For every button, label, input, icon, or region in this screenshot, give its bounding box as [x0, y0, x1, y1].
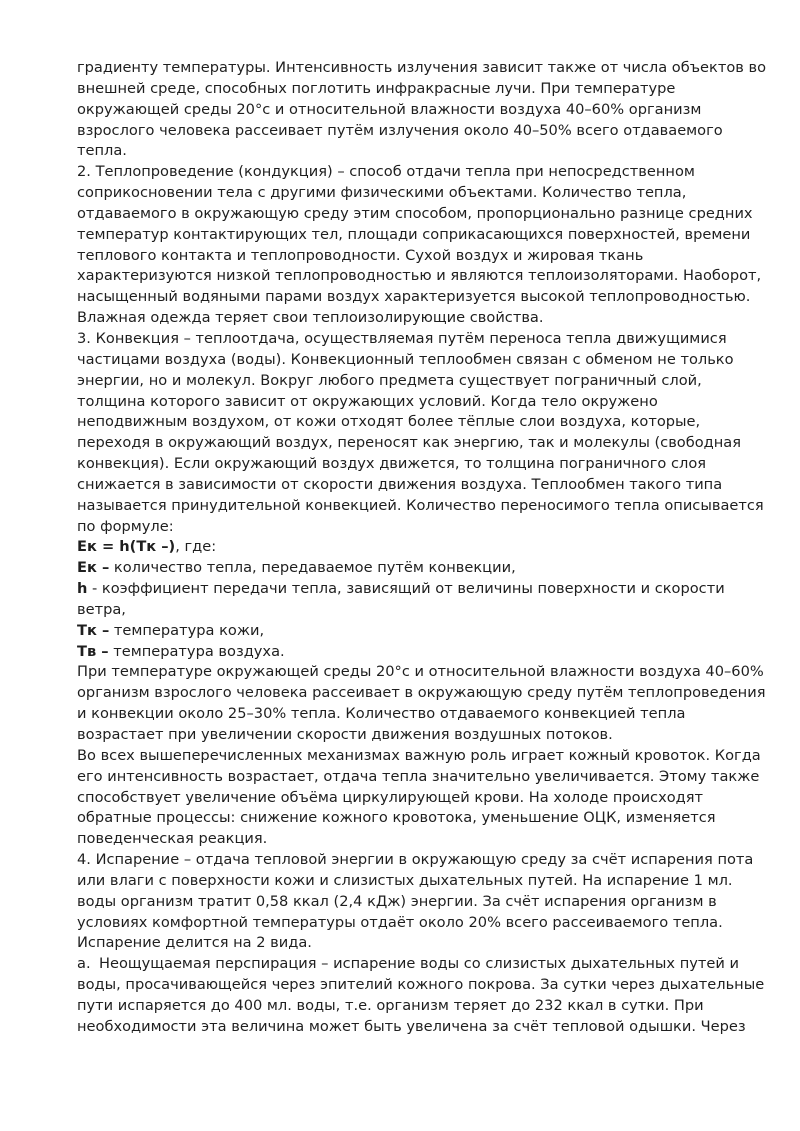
formula-desc: количество тепла, передаваемое путём конвекции, — [109, 559, 516, 577]
paragraph-conduction: 2. Теплопроведение (кондукция) – способ отдачи тепла при непосредственном соприкосновении тела с другими физическими объектами. Количество тепла, отдаваемого в окружающую среду этим способом, пропорционально разнице средних температур контактирующих тел, площади соприкасающихся поверхностей, времени теплового контакта и теплопроводности. Сухой воздух и жировая ткань характеризуются низкой теплопроводностью и являются теплоизоляторами. Наоборот, насыщенный водяными парами воздух характеризуется высокой теплопроводностью. Влажная одежда теряет свои теплоизолирующие свойства. — [77, 163, 762, 327]
formula-item — [77, 642, 767, 663]
paragraph-convection: 3. Конвекция – теплоотдача, осуществляемая путём переноса тепла движущимися частицами воздуха (воды). Конвекционный теплообмен связан с обменом не только энергии, но и молекул. Вокруг любого предмета существует пограничный слой, толщина которого зависит от окружающих условий. Когда тело окружено неподвижным воздухом, от кожи отходят более тёплые слои воздуха, которые, переходя в окружающий воздух, переносят как энергию, так и молекулы (свободная конвекция). Если окружающий воздух движется, то толщина пограничного слоя снижается в зависимости от скорости движения воздуха. Теплообмен такого типа называется принудительной конвекцией. Количество переносимого тепла описывается по формуле: — [77, 329, 764, 535]
formula-item — [77, 579, 767, 621]
document-page — [77, 58, 767, 1038]
formula-item — [77, 621, 767, 642]
formula-suffix: , где: — [175, 538, 217, 556]
list-item-text: Неощущаемая перспирация – испарение воды со слизистых дыхательных путей и воды, просачивающейся через эпителий кожного покрова. За сутки через дыхательные пути испаряется до 400 мл. воды, т.е. организм теряет до 232 ккал в сутки. При необходимости эта величина может быть увеличена за счёт тепловой одышки. Через — [77, 955, 765, 1035]
formula-term: Tв – — [77, 642, 109, 660]
formula-item — [77, 558, 767, 579]
formula-line — [77, 537, 767, 558]
paragraph-convection-stats: При температуре окружающей среды 20°с и относительной влажности воздуха 40–60% организм взрослого человека рассеивает в окружающую среду путём теплопроведения и конвекции около 25–30% тепла. Количество отдаваемого конвекцией тепла возрастает при увеличении скорости движения воздушных потоков. — [77, 663, 766, 743]
paragraph-radiation-end: градиенту температуры. Интенсивность излучения зависит также от числа объектов во внешней среде, способных поглотить инфракрасные лучи. При температуре окружающей среды 20°с и относительной влажности воздуха 40–60% организм взрослого человека рассеивает путём излучения около 40–50% всего отдаваемого тепла. — [77, 59, 767, 160]
list-marker: a. — [77, 955, 91, 973]
list-item-a — [77, 954, 767, 1037]
formula-term: h — [77, 580, 88, 598]
formula-desc: температура воздуха. — [108, 642, 285, 660]
formula-desc: температура кожи, — [109, 621, 265, 639]
paragraph-evaporation: 4. Испарение – отдача тепловой энергии в окружающую среду за счёт испарения пота или влаги с поверхности кожи и слизистых дыхательных путей. На испарение 1 мл. воды организм тратит 0,58 ккал (2,4 кДж) энергии. За счёт испарения организм в условиях комфортной температуры отдаёт около 20% всего рассеиваемого тепла. Испарение делится на 2 вида. — [77, 851, 754, 952]
formula-term: Tк – — [77, 621, 110, 639]
formula-term: Eк – — [77, 559, 110, 577]
paragraph-skin-bloodflow: Во всех вышеперечисленных механизмах важную роль играет кожный кровоток. Когда его интенсивность возрастает, отдача тепла значительно увеличивается. Этому также способствует увеличение объёма циркулирующей крови. На холоде происходят обратные процессы: снижение кожного кровотока, уменьшение ОЦК, изменяется поведенческая реакция. — [77, 746, 761, 848]
formula-main: Eк = h(Tк –) — [77, 538, 176, 556]
formula-desc: - коэффициент передачи тепла, зависящий от величины поверхности и скорости ветра, — [77, 580, 725, 618]
